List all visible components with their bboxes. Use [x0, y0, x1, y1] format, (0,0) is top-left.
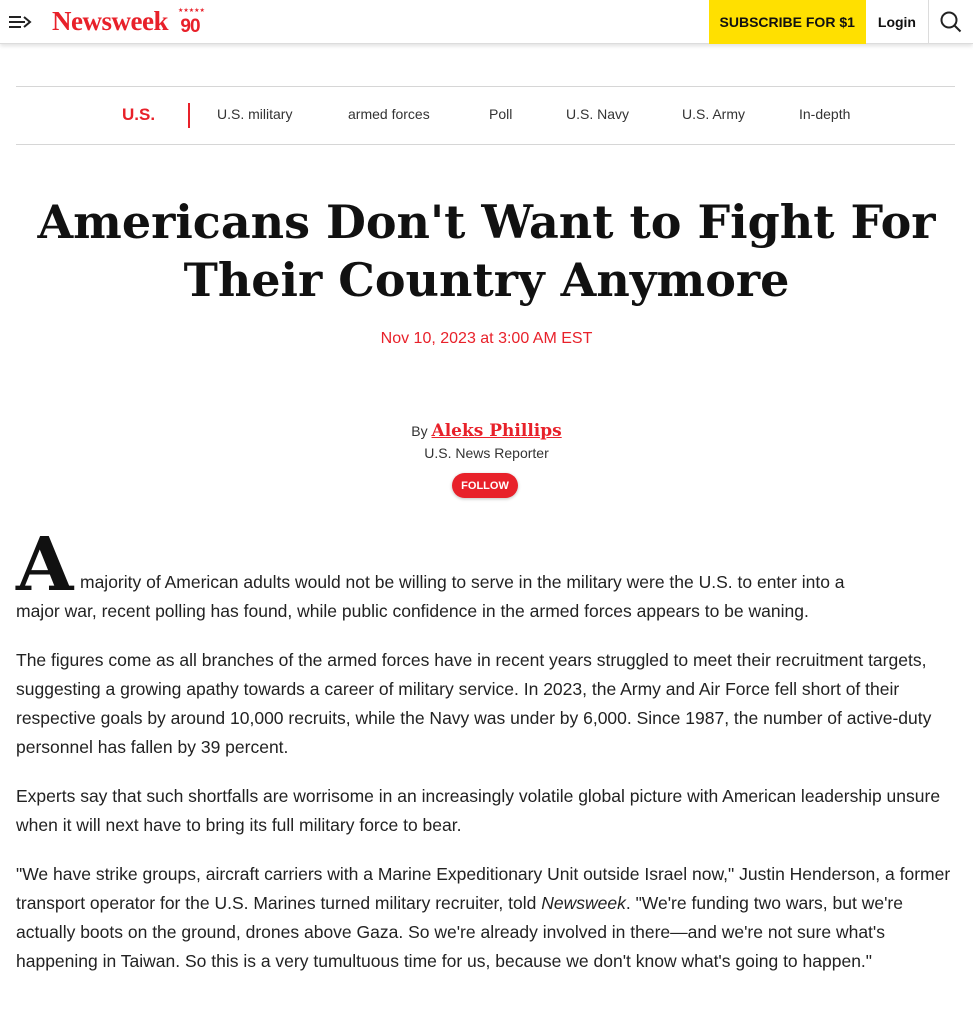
author-role: U.S. News Reporter [424, 445, 549, 461]
tag-us-army[interactable]: U.S. Army [682, 106, 746, 122]
publish-date: Nov 10, 2023 at 3:00 AM EST [380, 330, 593, 347]
byline-by: By [411, 423, 428, 439]
tag-armed-forces[interactable]: armed forces [348, 106, 430, 122]
tag-us-military[interactable]: U.S. military [217, 106, 293, 122]
search-icon[interactable] [929, 0, 973, 44]
subscribe-button[interactable]: SUBSCRIBE FOR $1 [709, 0, 866, 44]
newsweek-logo[interactable] [52, 0, 204, 44]
author-link[interactable]: Aleks Phillips [431, 421, 562, 441]
follow-button[interactable]: FOLLOW [452, 473, 518, 498]
top-bar [0, 0, 973, 44]
stars-icon: ★★★★★ [177, 7, 205, 14]
article-body [16, 522, 956, 996]
paragraph-3: Experts say that such shortfalls are worrisome in an increasingly volatile global picture with American leadership unsure when it will next have to bring its full military force to bear. [16, 786, 941, 835]
topic-tag-bar [16, 86, 955, 145]
anniversary-badge: ★★★★★ 90 [177, 7, 205, 37]
byline [0, 421, 973, 441]
drop-cap: A [16, 522, 74, 608]
section-link-us[interactable]: U.S. [122, 105, 156, 124]
login-button[interactable]: Login [866, 0, 929, 44]
paragraph-4: "We have strike groups, aircraft carriers with a Marine Expeditionary Unit outside Israel now," Justin Henderson, a former transport operator for the U.S. Marines turned military recruiter, told Newsweek. "We're funding two wars, but we're actually boots on the ground, drones above Gaza. So we're already involved in there—and we're not sure what's happening in Taiwan. So this is a very tumultuous time for us, because we don't know what's going to happen." [16, 864, 951, 971]
publication-name: Newsweek [541, 893, 626, 913]
tag-in-depth[interactable]: In-depth [799, 106, 851, 122]
article-headline: Americans Don't Want to Fight For Their Country Anymore [37, 195, 936, 307]
menu-arrow-icon[interactable] [0, 0, 40, 44]
logo-wordmark: Newsweek [52, 6, 168, 36]
tag-us-navy[interactable]: U.S. Navy [566, 106, 630, 122]
paragraph-2: The figures come as all branches of the armed forces have in recent years struggled to meet their recruitment targets, suggesting a growing apathy towards a career of military service. In 2023, the Army and Air Force fell short of their respective goals by around 10,000 recruits, while the Navy was under by 6,000. Since 1987, the number of active-duty personnel has fallen by 39 percent. [16, 650, 932, 757]
paragraph-1: A majority of American adults would not be willing to serve in the military were the U.S. to enter into a major war, recent polling has found, while public confidence in the armed forces appears to be waning. [16, 522, 845, 621]
tag-poll[interactable]: Poll [489, 106, 513, 122]
tag-divider [188, 103, 190, 128]
